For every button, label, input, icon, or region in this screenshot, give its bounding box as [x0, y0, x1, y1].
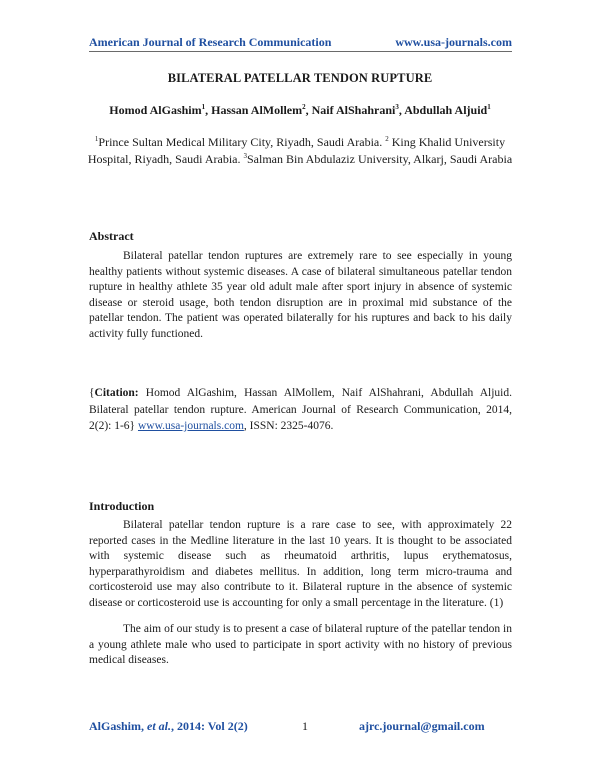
journal-name: American Journal of Research Communication — [89, 35, 332, 49]
abstract-text: Bilateral patellar tendon ruptures are extremely rare to see especially in young healthy patients without systemic diseases. A case of bilateral simultaneous patellar tendon rupture in healthy athlete 35 year old adult male after sport injury in absence of systemic disease or steroid usage, both tendon disruption are in proximal mid substance of the patellar tendon. The patient was operated bilaterally for his ruptures and back to his daily activity fully functioned. — [89, 250, 512, 340]
footer-author: AlGashim, — [89, 719, 148, 733]
affiliation-mark: 2 — [385, 135, 389, 143]
citation-block — [89, 385, 512, 435]
affiliation-text: Salman Bin Abdulaziz University, Alkarj, Saudi Arabia — [246, 152, 513, 166]
affiliation-mark: 1 — [94, 135, 99, 143]
affiliations — [86, 134, 514, 168]
footer-volume: , 2014: Vol 2(2) — [171, 719, 248, 733]
author-affiliation-mark: 1 — [487, 103, 491, 111]
paper-title: BILATERAL PATELLAR TENDON RUPTURE — [167, 71, 433, 85]
abstract-heading: Abstract — [89, 229, 134, 243]
affiliation-mark: 3 — [243, 152, 247, 160]
citation-issn: , ISSN: 2325-4076. — [243, 420, 334, 432]
citation-website-link[interactable]: www.usa-journals.com — [137, 420, 244, 432]
running-header — [89, 35, 512, 50]
introduction-paragraph-1: Bilateral patellar tendon rupture is a rare case to see, with approximately 22 reported cases in the Medline literature in the last 10 years. It is thought to be associated with systemic disease such as rheumatoid arthritis, lupus erythematosus, hyperparathyroidism and diabetes mellitus. In addition, long term micro-trauma and corticosteroid use may also contribute to it. Bilateral rupture in the absence of systemic disease or corticosteroid use is accounting for only a small percentage in the literature. (1) — [89, 519, 512, 609]
journal-website: www.usa-journals.com — [395, 35, 512, 49]
author-affiliation-mark: 3 — [395, 103, 399, 111]
citation-open-brace: { — [89, 387, 95, 399]
footer-citation — [89, 719, 248, 734]
author-list: Homod AlGashim$^1$, Hassan AlMollem$^2$, Naif AlShahrani$^3$, Abdullah Aljuid$^1$ — [109, 103, 491, 117]
citation-label: Citation: — [94, 387, 139, 399]
introduction-paragraph-2: The aim of our study is to present a case of bilateral rupture of the patellar tendon in a young athlete male who used to participate in sport activity with no history of previous medical diseases. — [89, 623, 512, 667]
affiliation-text: Prince Sultan Medical Military City, Riyadh, Saudi Arabia. — [98, 135, 386, 149]
footer-email: ajrc.journal@gmail.com — [359, 719, 485, 733]
author-name: Naif AlShahrani — [311, 103, 396, 117]
introduction-heading: Introduction — [89, 499, 155, 513]
header-rule — [89, 51, 512, 52]
author-name: Homod AlGashim — [109, 103, 202, 117]
author-affiliation-mark: 2 — [302, 103, 306, 111]
footer-etal: et al. — [147, 719, 172, 733]
affiliation-text: King Khalid University Hospital, Riyadh, Saudi Arabia. — [87, 135, 506, 166]
citation-body: Homod AlGashim, Hassan AlMollem, Naif AlShahrani, Abdullah Aljuid. Bilateral patellar tendon rupture. American Journal of Research Communication, 2014, 2(2): 1-6} — [89, 387, 512, 432]
author-name: Hassan AlMollem — [211, 103, 303, 117]
page-number: 1 — [302, 719, 308, 733]
author-affiliation-mark: 1 — [201, 103, 206, 111]
author-name: Abdullah Aljuid — [404, 103, 488, 117]
